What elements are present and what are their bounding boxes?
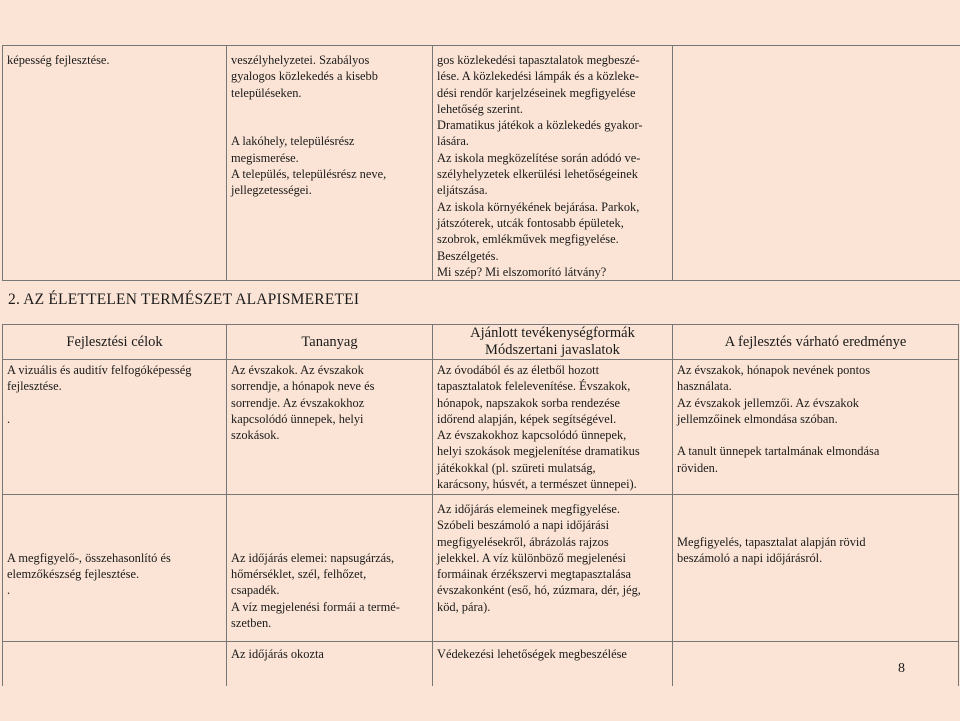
header-expected-result: A fejlesztés várható eredménye	[673, 325, 959, 360]
cell-development-goal: képesség fejlesztése.	[3, 46, 227, 281]
cell-activities: Az időjárás elemeinek megfigyelése. Szóbeli beszámoló a napi időjárási megfigyelésekről, ábrázolás rajzos jelekkel. A víz különböző megjelenési formáinak érzékszervi megtapasztalása évszakonként (eső, hó, zúzmara, dér, jég, köd, pára).	[433, 495, 673, 642]
cell-development-goal: A vizuális és auditív felfogóképesség fejlesztése. .	[3, 360, 227, 495]
cell-activities: gos közlekedési tapasztalatok megbeszé- lése. A közlekedési lámpák és a közleke- dési rendőr karjelzéseinek megfigyelése lehetőség szerint. Dramatikus játékok a közlekedés gyakor- lására. Az iskola megközelítése során adódó ve- szélyhelyzetek elkerülési lehetőségeinek eljátszása. Az iskola környékének bejárása. Parkok, játszóterek, utcák fontosabb épületek, szobrok, emlékművek megfigyelése. Beszélgetés. Mi szép? Mi elszomorító látvány?	[433, 46, 673, 281]
curriculum-table	[2, 324, 959, 686]
cell-expected-result: Az évszakok, hónapok nevének pontos használata. Az évszakok jellemzői. Az évszakok jellemzőinek elmondása szóban. A tanult ünnepek tartalmának elmondása röviden.	[673, 360, 959, 495]
cell-expected-result	[673, 46, 960, 281]
header-curriculum: Tananyag	[227, 325, 433, 360]
page-number: 8	[898, 661, 905, 676]
cell-expected-result	[673, 642, 959, 687]
table-row	[3, 46, 960, 281]
cell-development-goal: A megfigyelő-, összehasonlító és elemzőkészség fejlesztése. .	[3, 495, 227, 642]
cell-development-goal	[3, 642, 227, 687]
table-header-row	[3, 325, 959, 360]
cell-activities: Védekezési lehetőségek megbeszélése	[433, 642, 673, 687]
cell-expected-result: Megfigyelés, tapasztalat alapján rövid beszámoló a napi időjárásról.	[673, 495, 959, 642]
cell-curriculum: Az időjárás elemei: napsugárzás, hőmérséklet, szél, felhőzet, csapadék. A víz megjelenési formái a termé- szetben.	[227, 495, 433, 642]
cell-curriculum: Az időjárás okozta	[227, 642, 433, 687]
cell-curriculum: veszélyhelyzetei. Szabályos gyalogos közlekedés a kisebb településeken. A lakóhely, településrész megismerése. A település, településrész neve, jellegzetességei.	[227, 46, 433, 281]
continuation-table	[2, 45, 960, 281]
cell-activities: Az óvodából és az életből hozott tapasztalatok felelevenítése. Évszakok, hónapok, napszakok sorba rendezése időrend alapján, képek segítségével. Az évszakokhoz kapcsolódó ünnepek, helyi szokások megjelenítése dramatikus játékokkal (pl. szüreti mulatság, karácsony, húsvét, a természet ünnepei).	[433, 360, 673, 495]
table-row	[3, 360, 959, 495]
cell-curriculum: Az évszakok. Az évszakok sorrendje, a hónapok neve és sorrendje. Az évszakokhoz kapcsolódó ünnepek, helyi szokások.	[227, 360, 433, 495]
table-row	[3, 495, 959, 642]
table-row	[3, 642, 959, 687]
header-development-goals: Fejlesztési célok	[3, 325, 227, 360]
header-activities: Ajánlott tevékenységformák Módszertani javaslatok	[433, 325, 673, 360]
section-heading: 2. AZ ÉLETTELEN TERMÉSZET ALAPISMERETEI	[8, 291, 360, 308]
